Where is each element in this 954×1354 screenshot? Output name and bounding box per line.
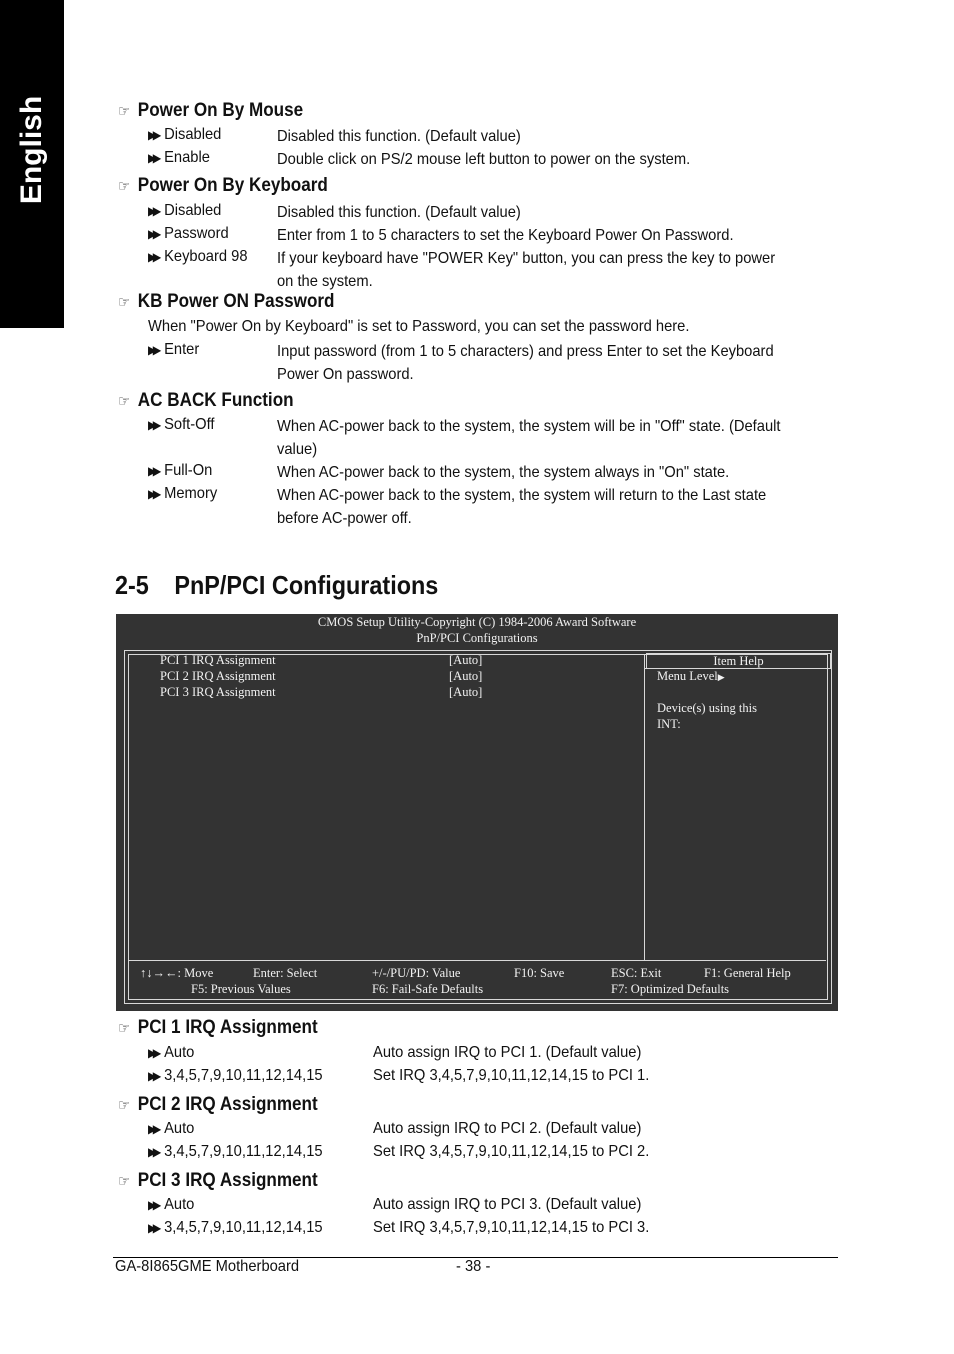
option-desc: Disabled this function. (Default value) [277, 128, 521, 145]
option-desc: Enter from 1 to 5 characters to set the Keyboard Power On Password. [277, 227, 734, 244]
double-arrow-icon: ▶▶ [148, 487, 158, 501]
option-label: ▶▶ 3,4,5,7,9,10,11,12,14,15 [148, 1143, 323, 1160]
key-hint: ESC: Exit [611, 966, 662, 980]
double-arrow-icon: ▶▶ [148, 343, 158, 357]
bios-item-value[interactable]: [Auto] [449, 669, 483, 683]
option-desc: Set IRQ 3,4,5,7,9,10,11,12,14,15 to PCI 3. [373, 1219, 650, 1236]
footer-page-number: - 38 - [456, 1258, 491, 1275]
double-arrow-icon: ▶▶ [148, 1198, 158, 1212]
option-label: ▶▶ Enable [148, 149, 210, 166]
section-title: ☞ Power On By Keyboard [118, 175, 328, 196]
option-desc: If your keyboard have "POWER Key" button, you can press the key to power on the system. [277, 250, 776, 290]
double-arrow-icon: ▶▶ [148, 418, 158, 432]
option-desc: Double click on PS/2 mouse left button to power on the system. [277, 151, 691, 168]
key-hint: F10: Save [514, 966, 565, 980]
pointing-hand-icon: ☞ [118, 393, 131, 410]
help-text: INT: [657, 717, 681, 731]
option-desc: Disabled this function. (Default value) [277, 204, 521, 221]
section-intro: When "Power On by Keyboard" is set to Password, you can set the password here. [148, 318, 690, 335]
side-tab-label: English [15, 95, 48, 205]
chapter-heading [115, 570, 438, 601]
bios-item-value[interactable]: [Auto] [449, 685, 483, 699]
double-arrow-icon: ▶▶ [148, 1046, 158, 1060]
section-title: ☞ AC BACK Function [118, 390, 294, 411]
pointing-hand-icon: ☞ [118, 1173, 131, 1190]
bios-divider [644, 654, 645, 960]
chapter-number: 2-5 [115, 570, 149, 600]
double-arrow-icon: ▶▶ [148, 464, 158, 478]
bios-screen [116, 614, 838, 1011]
bios-title: CMOS Setup Utility-Copyright (C) 1984-2006 Award Software [317, 615, 637, 629]
option-desc: When AC-power back to the system, the system will be in "Off" state. (Default value) [277, 418, 781, 458]
double-arrow-icon: ▶▶ [148, 250, 158, 264]
bios-item-name[interactable]: PCI 3 IRQ Assignment [160, 685, 276, 699]
option-label: ▶▶ Auto [148, 1196, 195, 1213]
chapter-title: PnP/PCI Configurations [174, 570, 439, 600]
double-arrow-icon: ▶▶ [148, 1221, 158, 1235]
bios-item-name[interactable]: PCI 1 IRQ Assignment [160, 653, 276, 667]
pointing-hand-icon: ☞ [118, 178, 131, 195]
double-arrow-icon: ▶▶ [148, 1145, 158, 1159]
section-title: ☞ KB Power ON Password [118, 291, 335, 312]
key-hint: +/-/PU/PD: Value [372, 966, 461, 980]
key-hint: Enter: Select [253, 966, 318, 980]
option-label: ▶▶ Auto [148, 1120, 195, 1137]
option-desc: Auto assign IRQ to PCI 3. (Default value) [373, 1196, 642, 1213]
option-desc: Set IRQ 3,4,5,7,9,10,11,12,14,15 to PCI 2. [373, 1143, 650, 1160]
help-text: Device(s) using this [657, 701, 757, 715]
option-label: ▶▶ Disabled [148, 126, 222, 143]
option-label: ▶▶ Auto [148, 1044, 195, 1061]
option-label: ▶▶ Keyboard 98 [148, 248, 248, 265]
bios-divider [128, 960, 826, 961]
side-tab [0, 0, 64, 328]
triangle-right-icon: ▶ [717, 672, 725, 682]
pointing-hand-icon: ☞ [118, 103, 131, 120]
key-hint: ↑↓→←: Move [140, 966, 214, 980]
option-label: ▶▶ Memory [148, 485, 218, 502]
bios-subtitle: PnP/PCI Configurations [416, 631, 538, 645]
option-desc: Auto assign IRQ to PCI 1. (Default value) [373, 1044, 642, 1061]
option-label: ▶▶ 3,4,5,7,9,10,11,12,14,15 [148, 1219, 323, 1236]
bios-item-name[interactable]: PCI 2 IRQ Assignment [160, 669, 276, 683]
section-title: ☞ Power On By Mouse [118, 100, 304, 121]
double-arrow-icon: ▶▶ [148, 151, 158, 165]
double-arrow-icon: ▶▶ [148, 227, 158, 241]
option-desc: When AC-power back to the system, the system will return to the Last state before AC-power off. [277, 487, 767, 527]
double-arrow-icon: ▶▶ [148, 1069, 158, 1083]
footer-product: GA-8I865GME Motherboard [115, 1258, 300, 1275]
section-title: ☞ PCI 3 IRQ Assignment [118, 1170, 318, 1191]
option-desc: Set IRQ 3,4,5,7,9,10,11,12,14,15 to PCI 1. [373, 1067, 650, 1084]
option-desc: Auto assign IRQ to PCI 2. (Default value) [373, 1120, 642, 1137]
option-label: ▶▶ Full-On [148, 462, 213, 479]
option-label: ▶▶ Password [148, 225, 229, 242]
section-title: ☞ PCI 2 IRQ Assignment [118, 1094, 318, 1115]
help-menu-level: Menu Level▶ [657, 669, 725, 683]
option-label: ▶▶ Disabled [148, 202, 222, 219]
option-desc: Input password (from 1 to 5 characters) and press Enter to set the Keyboard Power On password. [277, 343, 774, 383]
item-help-header: Item Help [646, 653, 831, 669]
pointing-hand-icon: ☞ [118, 294, 131, 311]
key-hint: F5: Previous Values [191, 982, 291, 996]
pointing-hand-icon: ☞ [118, 1097, 131, 1114]
section-title: ☞ PCI 1 IRQ Assignment [118, 1017, 318, 1038]
option-desc: When AC-power back to the system, the system always in "On" state. [277, 464, 730, 481]
option-label: ▶▶ 3,4,5,7,9,10,11,12,14,15 [148, 1067, 323, 1084]
option-label: ▶▶ Soft-Off [148, 416, 215, 433]
option-label: ▶▶ Enter [148, 341, 200, 358]
pointing-hand-icon: ☞ [118, 1020, 131, 1037]
double-arrow-icon: ▶▶ [148, 128, 158, 142]
key-hint: F6: Fail-Safe Defaults [372, 982, 484, 996]
bios-item-value[interactable]: [Auto] [449, 653, 483, 667]
key-hint: F1: General Help [704, 966, 791, 980]
double-arrow-icon: ▶▶ [148, 204, 158, 218]
key-hint: F7: Optimized Defaults [611, 982, 730, 996]
double-arrow-icon: ▶▶ [148, 1122, 158, 1136]
